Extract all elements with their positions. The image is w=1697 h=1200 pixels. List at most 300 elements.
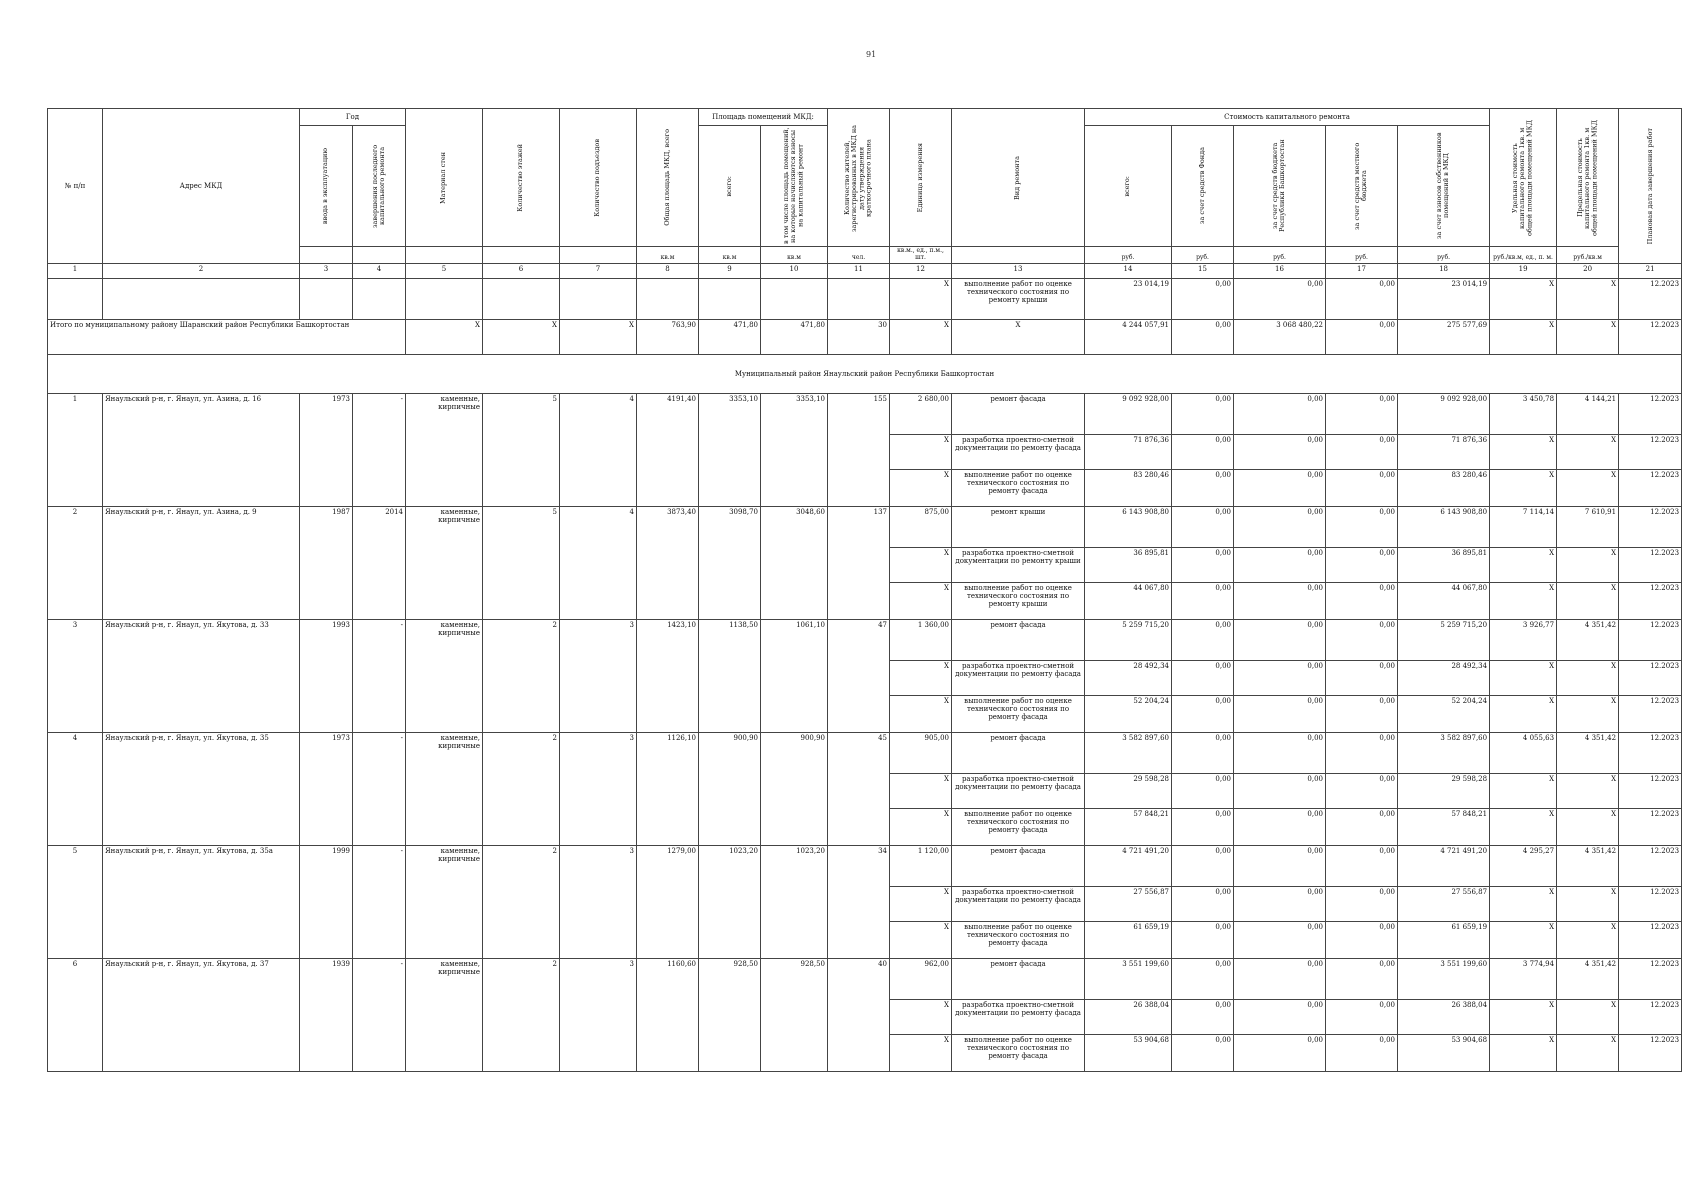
unit-cost-cell: X [1490,695,1557,732]
max-cost-cell: X [1557,547,1619,582]
building-entrances: 4 [560,506,637,619]
table-row [48,619,1682,660]
max-cost-cell: 4 351,42 [1557,732,1619,773]
building-premises-repaired: 928,50 [761,958,828,1071]
empty-cell [353,278,406,319]
cost-owners-cell: 52 204,24 [1398,695,1490,732]
cost-fund-cell: 0,00 [1172,845,1234,886]
building-address: Янаульский р-н, г. Янаул, ул. Якутова, д. 35а [103,845,300,958]
empty-cell [637,278,699,319]
empty-cell [406,278,483,319]
cost-local-cell: 0,00 [1326,886,1398,921]
cost-local-cell: 0,00 [1326,393,1398,434]
col-header-total-area: Общая площадь МКД, всего [637,109,699,247]
cost-republic-cell: 0,00 [1234,732,1326,773]
cost-local-cell: 0,00 [1326,619,1398,660]
repair-type-cell: выполнение работ по оценке технического состояния по ремонту крыши [952,582,1085,619]
qty-cell: 875,00 [890,506,952,547]
cost-republic-cell: 0,00 [1234,506,1326,547]
max-cost-cell: 7 610,91 [1557,506,1619,547]
cost-fund-cell: 0,00 [1172,278,1234,319]
planned-date-cell: 12.2023 [1619,547,1682,582]
column-number-cell: 11 [828,263,890,278]
planned-date-cell: 12.2023 [1619,999,1682,1034]
section-title: Муниципальный район Янаульский район Республики Башкортостан [48,354,1682,393]
qty-cell: 962,00 [890,958,952,999]
planned-date-cell: 12.2023 [1619,660,1682,695]
cost-local-cell: 0,00 [1326,1034,1398,1071]
carry-over-row [48,278,1682,319]
planned-date-cell: 12.2023 [1619,1034,1682,1071]
building-year: 1987 [300,506,353,619]
repair-type-cell: разработка проектно-сметной документации по ремонту фасада [952,434,1085,469]
building-floors: 2 [483,619,560,732]
planned-date-cell: 12.2023 [1619,845,1682,886]
cost-fund-cell: 0,00 [1172,619,1234,660]
repair-type-cell: ремонт крыши [952,506,1085,547]
building-total-area: 1279,00 [637,845,699,958]
column-number-cell: 15 [1172,263,1234,278]
cost-republic-cell: 0,00 [1234,1034,1326,1071]
max-cost-cell: 4 351,42 [1557,845,1619,886]
cost-fund-cell: 0,00 [1172,434,1234,469]
building-floors: 2 [483,732,560,845]
cost-republic-cell: 0,00 [1234,434,1326,469]
qty-cell: X [890,921,952,958]
repair-type-cell: разработка проектно-сметной документации по ремонту фасада [952,999,1085,1034]
planned-date-cell: 12.2023 [1619,921,1682,958]
building-last-repair: - [353,732,406,845]
column-number-cell: 8 [637,263,699,278]
cost-fund-cell: 0,00 [1172,393,1234,434]
unit-cost-cell: 7 114,14 [1490,506,1557,547]
cost-owners-cell: 29 598,28 [1398,773,1490,808]
qty-cell: 905,00 [890,732,952,773]
repair-type-cell: разработка проектно-сметной документации по ремонту крыши [952,547,1085,582]
unit-cost-cell: 3 926,77 [1490,619,1557,660]
building-premises-area: 3353,10 [699,393,761,506]
cost-total-cell: 61 659,19 [1085,921,1172,958]
col-header-entrances: Количество подъездов [560,109,637,247]
max-cost-cell: X [1557,773,1619,808]
total-premises-cell: 471,80 [699,319,761,354]
building-year: 1973 [300,732,353,845]
empty-cell [560,278,637,319]
qty-cell: X [890,773,952,808]
table-row [48,506,1682,547]
cost-total-cell: 3 551 199,60 [1085,958,1172,999]
unit-cost-cell: X [1490,434,1557,469]
building-premises-repaired: 1061,10 [761,619,828,732]
building-floors: 2 [483,845,560,958]
repair-type-cell: ремонт фасада [952,619,1085,660]
cost-republic-cell: 0,00 [1234,808,1326,845]
repair-type-cell: разработка проектно-сметной документации по ремонту фасада [952,773,1085,808]
building-floors: 5 [483,506,560,619]
qty-cell: X [890,886,952,921]
repair-type-cell: ремонт фасада [952,732,1085,773]
building-material: каменные, кирпичные [406,506,483,619]
cost-owners-cell: 9 092 928,00 [1398,393,1490,434]
building-residents: 45 [828,732,890,845]
building-entrances: 3 [560,958,637,1071]
total-fund-cell: 0,00 [1172,319,1234,354]
unit-cell: руб. [1234,247,1326,264]
cost-owners-cell: 57 848,21 [1398,808,1490,845]
cost-total-cell: 53 904,68 [1085,1034,1172,1071]
planned-date-cell: 12.2023 [1619,732,1682,773]
unit-cost-cell: 3 450,78 [1490,393,1557,434]
table-row [48,393,1682,434]
qty-cell: X [890,469,952,506]
cost-owners-cell: 71 876,36 [1398,434,1490,469]
cost-total-cell: 29 598,28 [1085,773,1172,808]
unit-cell [952,247,1085,264]
column-number-cell: 10 [761,263,828,278]
qty-cell: X [890,547,952,582]
total-x-cell: X [952,319,1085,354]
building-floors: 2 [483,958,560,1071]
col-header-cost-group: Стоимость капитального ремонта [1085,109,1490,126]
empty-cell [103,278,300,319]
repair-type-cell: выполнение работ по оценке технического состояния по ремонту фасада [952,808,1085,845]
total-premises-repaired-cell: 471,80 [761,319,828,354]
building-material: каменные, кирпичные [406,619,483,732]
total-x-cell: X [890,319,952,354]
max-cost-cell: X [1557,886,1619,921]
unit-cell: руб. [1398,247,1490,264]
cost-republic-cell: 0,00 [1234,921,1326,958]
building-residents: 155 [828,393,890,506]
qty-cell: 2 680,00 [890,393,952,434]
qty-cell: X [890,434,952,469]
building-number: 1 [48,393,103,506]
qty-cell: X [890,278,952,319]
cost-fund-cell: 0,00 [1172,999,1234,1034]
empty-cell [699,278,761,319]
unit-cell: кв.м [637,247,699,264]
cost-owners-cell: 4 721 491,20 [1398,845,1490,886]
building-premises-area: 1023,20 [699,845,761,958]
empty-cell [300,278,353,319]
building-floors: 5 [483,393,560,506]
building-premises-repaired: 900,90 [761,732,828,845]
qty-cell: X [890,1034,952,1071]
col-header-cost-republic: за счет средств бюджета Республики Башкортостан [1234,126,1326,247]
building-material: каменные, кирпичные [406,845,483,958]
cost-owners-cell: 83 280,46 [1398,469,1490,506]
cost-owners-cell: 44 067,80 [1398,582,1490,619]
planned-date-cell: 12.2023 [1619,393,1682,434]
cost-total-cell: 44 067,80 [1085,582,1172,619]
building-last-repair: 2014 [353,506,406,619]
unit-cell: руб. [1326,247,1398,264]
repair-type-cell: ремонт фасада [952,958,1085,999]
cost-fund-cell: 0,00 [1172,547,1234,582]
capital-repair-table [47,108,1682,1072]
table-row [48,845,1682,886]
qty-cell: X [890,695,952,732]
repair-type-cell: ремонт фасада [952,393,1085,434]
col-header-premises-repaired: в том числе площадь помещений, на которые начисляются взносы на капитальный ремонт [761,126,828,247]
page-number: 91 [866,50,877,59]
cost-republic-cell: 0,00 [1234,886,1326,921]
cost-local-cell: 0,00 [1326,695,1398,732]
planned-date-cell: 12.2023 [1619,958,1682,999]
max-cost-cell: X [1557,695,1619,732]
building-material: каменные, кирпичные [406,732,483,845]
unit-cost-cell: X [1490,660,1557,695]
cost-owners-cell: 3 551 199,60 [1398,958,1490,999]
cost-local-cell: 0,00 [1326,732,1398,773]
planned-date-cell: 12.2023 [1619,434,1682,469]
unit-cost-cell: 4 055,63 [1490,732,1557,773]
cost-owners-cell: 36 895,81 [1398,547,1490,582]
building-premises-area: 928,50 [699,958,761,1071]
building-last-repair: - [353,619,406,732]
col-header-repair-type: Вид ремонта [952,109,1085,247]
column-number-cell: 6 [483,263,560,278]
cost-fund-cell: 0,00 [1172,886,1234,921]
unit-cost-cell: 3 774,94 [1490,958,1557,999]
cost-total-cell: 71 876,36 [1085,434,1172,469]
cost-total-cell: 23 014,19 [1085,278,1172,319]
building-premises-repaired: 1023,20 [761,845,828,958]
building-residents: 34 [828,845,890,958]
column-number-cell: 1 [48,263,103,278]
max-cost-cell: X [1557,808,1619,845]
max-cost-cell: X [1557,999,1619,1034]
cost-total-cell: 5 259 715,20 [1085,619,1172,660]
cost-fund-cell: 0,00 [1172,695,1234,732]
unit-cell: руб./кв.м [1557,247,1619,264]
max-cost-cell: 4 351,42 [1557,958,1619,999]
planned-date-cell: 12.2023 [1619,469,1682,506]
building-entrances: 3 [560,732,637,845]
unit-cost-cell: X [1490,278,1557,319]
building-total-area: 1160,60 [637,958,699,1071]
table-row [48,732,1682,773]
unit-cell: кв.м [699,247,761,264]
cost-republic-cell: 0,00 [1234,958,1326,999]
unit-cost-cell: X [1490,1034,1557,1071]
max-cost-cell: 4 351,42 [1557,619,1619,660]
column-number-cell: 14 [1085,263,1172,278]
max-cost-cell: X [1557,582,1619,619]
building-address: Янаульский р-н, г. Янаул, ул. Азина, д. 9 [103,506,300,619]
repair-type-cell: выполнение работ по оценке технического состояния по ремонту крыши [952,278,1085,319]
planned-date-cell: 12.2023 [1619,582,1682,619]
column-number-cell: 17 [1326,263,1398,278]
cost-local-cell: 0,00 [1326,582,1398,619]
building-last-repair: - [353,393,406,506]
total-local-cell: 0,00 [1326,319,1398,354]
column-number-cell: 2 [103,263,300,278]
unit-cost-cell: X [1490,469,1557,506]
cost-local-cell: 0,00 [1326,506,1398,547]
col-header-unit-cost: Удельная стоимость капитального ремонта 1кв. м общей площади помещений МКД [1490,109,1557,247]
qty-cell: X [890,808,952,845]
unit-cell: руб. [1172,247,1234,264]
cost-owners-cell: 61 659,19 [1398,921,1490,958]
col-header-floors: Количество этажей [483,109,560,247]
cost-local-cell: 0,00 [1326,773,1398,808]
cost-total-cell: 9 092 928,00 [1085,393,1172,434]
building-address: Янаульский р-н, г. Янаул, ул. Азина, д. 16 [103,393,300,506]
district-total-row [48,319,1682,354]
qty-cell: X [890,660,952,695]
col-header-residents: Количество жителей, зарегистрированных в МКД на дату утверждения краткосрочного плана [828,109,890,247]
col-header-cost-local: за счет средств местного бюджета [1326,126,1398,247]
building-residents: 137 [828,506,890,619]
repair-type-cell: разработка проектно-сметной документации по ремонту фасада [952,660,1085,695]
column-number-cell: 5 [406,263,483,278]
building-address: Янаульский р-н, г. Янаул, ул. Якутова, д. 37 [103,958,300,1071]
planned-date-cell: 12.2023 [1619,695,1682,732]
building-premises-area: 1138,50 [699,619,761,732]
max-cost-cell: X [1557,278,1619,319]
unit-cell [353,247,406,264]
column-number-cell: 19 [1490,263,1557,278]
header-row-1 [48,109,1682,126]
cost-fund-cell: 0,00 [1172,921,1234,958]
cost-total-cell: 4 721 491,20 [1085,845,1172,886]
unit-cost-cell: X [1490,547,1557,582]
unit-cell [406,247,483,264]
cost-fund-cell: 0,00 [1172,808,1234,845]
cost-republic-cell: 0,00 [1234,695,1326,732]
qty-cell: 1 120,00 [890,845,952,886]
section-row [48,354,1682,393]
col-header-premises-group: Площадь помещений МКД: [699,109,828,126]
empty-cell [48,278,103,319]
unit-cost-cell: X [1490,886,1557,921]
cost-fund-cell: 0,00 [1172,660,1234,695]
max-cost-cell: X [1557,921,1619,958]
cost-total-cell: 57 848,21 [1085,808,1172,845]
cost-local-cell: 0,00 [1326,845,1398,886]
column-number-cell: 12 [890,263,952,278]
planned-date-cell: 12.2023 [1619,808,1682,845]
building-last-repair: - [353,958,406,1071]
building-number: 2 [48,506,103,619]
total-cost-cell: 4 244 057,91 [1085,319,1172,354]
building-entrances: 4 [560,393,637,506]
cost-republic-cell: 0,00 [1234,845,1326,886]
building-number: 3 [48,619,103,732]
unit-cell: руб. [1085,247,1172,264]
unit-cost-cell: X [1490,582,1557,619]
total-x-cell: X [406,319,483,354]
cost-local-cell: 0,00 [1326,547,1398,582]
cost-total-cell: 27 556,87 [1085,886,1172,921]
cost-owners-cell: 26 388,04 [1398,999,1490,1034]
cost-local-cell: 0,00 [1326,921,1398,958]
qty-cell: 1 360,00 [890,619,952,660]
col-header-planned-date: Плановая дата завершения работ [1619,109,1682,264]
unit-cell: руб./кв.м, ед., п. м. [1490,247,1557,264]
unit-cell [560,247,637,264]
cost-owners-cell: 28 492,34 [1398,660,1490,695]
building-year: 1993 [300,619,353,732]
empty-cell [828,278,890,319]
unit-cost-cell: X [1490,921,1557,958]
cost-republic-cell: 0,00 [1234,278,1326,319]
cost-total-cell: 28 492,34 [1085,660,1172,695]
cost-fund-cell: 0,00 [1172,582,1234,619]
cost-owners-cell: 23 014,19 [1398,278,1490,319]
cost-local-cell: 0,00 [1326,278,1398,319]
column-number-cell: 7 [560,263,637,278]
building-total-area: 4191,40 [637,393,699,506]
col-header-year-last-repair: завершения последнего капитального ремонта [353,126,406,247]
building-entrances: 3 [560,845,637,958]
planned-date-cell: 12.2023 [1619,506,1682,547]
col-header-premises-total: всего: [699,126,761,247]
repair-type-cell: выполнение работ по оценке технического состояния по ремонту фасада [952,921,1085,958]
building-year: 1973 [300,393,353,506]
max-cost-cell: X [1557,434,1619,469]
column-number-cell: 9 [699,263,761,278]
empty-cell [761,278,828,319]
cost-republic-cell: 0,00 [1234,393,1326,434]
cost-local-cell: 0,00 [1326,999,1398,1034]
building-residents: 40 [828,958,890,1071]
cost-republic-cell: 0,00 [1234,547,1326,582]
repair-type-cell: выполнение работ по оценке технического состояния по ремонту фасада [952,695,1085,732]
cost-fund-cell: 0,00 [1172,732,1234,773]
unit-cost-cell: X [1490,773,1557,808]
column-number-cell: 13 [952,263,1085,278]
building-number: 6 [48,958,103,1071]
cost-republic-cell: 0,00 [1234,619,1326,660]
planned-date-cell: 12.2023 [1619,619,1682,660]
cost-fund-cell: 0,00 [1172,506,1234,547]
planned-date-cell: 12.2023 [1619,886,1682,921]
cost-fund-cell: 0,00 [1172,469,1234,506]
unit-cost-cell: 4 295,27 [1490,845,1557,886]
column-numbers-row [48,263,1682,278]
building-premises-area: 900,90 [699,732,761,845]
cost-owners-cell: 53 904,68 [1398,1034,1490,1071]
planned-date-cell: 12.2023 [1619,278,1682,319]
repair-type-cell: ремонт фасада [952,845,1085,886]
building-premises-area: 3098,70 [699,506,761,619]
max-cost-cell: X [1557,660,1619,695]
building-material: каменные, кирпичные [406,958,483,1071]
col-header-num: № п/п [48,109,103,264]
max-cost-cell: X [1557,1034,1619,1071]
column-number-cell: 18 [1398,263,1490,278]
unit-cell [300,247,353,264]
cost-owners-cell: 6 143 908,80 [1398,506,1490,547]
total-republic-cell: 3 068 480,22 [1234,319,1326,354]
building-entrances: 3 [560,619,637,732]
total-owners-cell: 275 577,69 [1398,319,1490,354]
col-header-address: Адрес МКД [103,109,300,264]
qty-cell: X [890,582,952,619]
max-cost-cell: 4 144,21 [1557,393,1619,434]
col-header-cost-total: всего: [1085,126,1172,247]
cost-total-cell: 52 204,24 [1085,695,1172,732]
cost-republic-cell: 0,00 [1234,582,1326,619]
total-x-cell: X [560,319,637,354]
cost-total-cell: 26 388,04 [1085,999,1172,1034]
column-number-cell: 16 [1234,263,1326,278]
max-cost-cell: X [1557,469,1619,506]
building-residents: 47 [828,619,890,732]
column-number-cell: 4 [353,263,406,278]
